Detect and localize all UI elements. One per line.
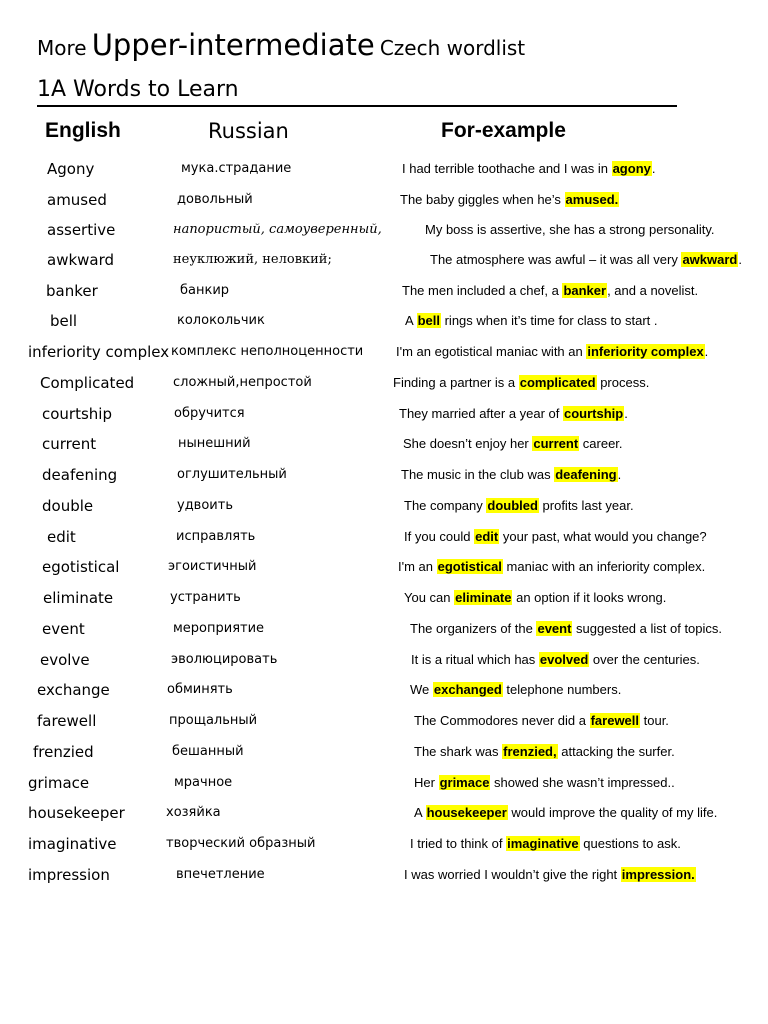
highlighted-word: inferiority complex	[587, 344, 704, 359]
english-word: evolve	[40, 651, 90, 669]
russian-translation: нынешний	[178, 436, 251, 451]
example-sentence	[430, 252, 742, 267]
russian-translation: мука.страдание	[181, 161, 292, 176]
table-row	[0, 743, 768, 773]
english-word: impression	[28, 866, 110, 884]
english-word: edit	[47, 528, 76, 546]
example-sentence	[410, 836, 681, 851]
example-text-after: showed she wasn’t impressed..	[490, 775, 675, 790]
highlighted-word: complicated	[519, 375, 596, 390]
example-text-before: Finding a partner is a	[393, 375, 519, 390]
example-sentence	[396, 344, 708, 359]
title-rest: Czech wordlist	[379, 36, 526, 60]
highlighted-word: grimace	[439, 775, 490, 790]
example-text-after: telephone numbers.	[502, 682, 622, 697]
highlighted-word: courtship	[564, 406, 624, 421]
english-word: amused	[47, 191, 107, 209]
highlighted-word: housekeeper	[426, 805, 507, 820]
example-text-after: over the centuries.	[589, 652, 700, 667]
english-word: Agony	[47, 160, 95, 178]
english-word: double	[42, 497, 94, 515]
example-text-before: The shark was	[414, 744, 503, 759]
highlighted-word: farewell	[590, 713, 640, 728]
example-sentence	[414, 775, 675, 790]
column-header-russian: Russian	[208, 119, 289, 143]
example-text-after: .	[651, 161, 656, 176]
example-sentence	[425, 222, 715, 237]
example-text-after: .	[738, 252, 742, 267]
table-row	[0, 221, 768, 251]
example-sentence	[393, 375, 649, 390]
english-word: banker	[46, 282, 98, 300]
example-text-after: career.	[579, 436, 623, 451]
russian-translation: оглушительный	[177, 467, 287, 482]
table-row	[0, 466, 768, 496]
english-word: grimace	[28, 774, 90, 792]
table-row	[0, 160, 768, 190]
example-sentence	[414, 744, 675, 759]
highlighted-word: impression.	[621, 867, 695, 882]
english-word: eliminate	[43, 589, 114, 607]
table-row	[0, 497, 768, 527]
section-subtitle: 1A Words to Learn	[37, 77, 239, 102]
example-text-before: I had terrible toothache and I was in	[402, 161, 612, 176]
table-row	[0, 774, 768, 804]
highlighted-word: eliminate	[455, 590, 512, 605]
example-text-before: They married after a year of	[399, 406, 564, 421]
example-text-after: process.	[596, 375, 650, 390]
table-row	[0, 866, 768, 896]
example-text-before: The Commodores never did a	[414, 713, 590, 728]
english-word: awkward	[47, 251, 115, 269]
example-sentence	[404, 867, 696, 882]
example-sentence	[398, 559, 705, 574]
highlighted-word: doubled	[487, 498, 538, 513]
example-text-before: The organizers of the	[410, 621, 537, 636]
table-row	[0, 405, 768, 435]
table-row	[0, 191, 768, 221]
russian-translation: комплекс неполноценности	[171, 344, 364, 359]
english-word: bell	[50, 312, 78, 330]
table-row	[0, 712, 768, 742]
table-row	[0, 804, 768, 834]
english-word: frenzied	[33, 743, 94, 761]
russian-translation: прощальный	[169, 713, 258, 728]
example-text-before: The baby giggles when he’s	[400, 192, 565, 207]
example-text-after: profits last year.	[538, 498, 634, 513]
highlighted-word: imaginative	[507, 836, 579, 851]
highlighted-word: bell	[417, 313, 440, 328]
example-sentence	[399, 406, 628, 421]
table-row	[0, 251, 768, 281]
example-sentence	[405, 313, 657, 328]
example-text-after: rings when it’s time for class to start .	[440, 313, 658, 328]
russian-translation: удвоить	[177, 498, 233, 513]
example-text-after: attacking the surfer.	[557, 744, 675, 759]
example-sentence	[402, 283, 698, 298]
table-row	[0, 282, 768, 312]
english-word: current	[42, 435, 97, 453]
example-text-before: The men included a chef, a	[402, 283, 563, 298]
english-word: deafening	[42, 466, 118, 484]
example-text-after: your past, what would you change?	[499, 529, 707, 544]
example-sentence	[404, 590, 666, 605]
example-text-before: If you could	[404, 529, 475, 544]
example-sentence	[400, 192, 619, 207]
example-sentence	[403, 436, 623, 451]
table-row	[0, 558, 768, 588]
russian-translation: впечетление	[176, 867, 265, 882]
table-row	[0, 589, 768, 619]
english-word: housekeeper	[28, 804, 125, 822]
highlighted-word: egotistical	[437, 559, 502, 574]
highlighted-word: deafening	[555, 467, 617, 482]
highlighted-word: amused.	[565, 192, 619, 207]
english-word: inferiority complex	[28, 343, 170, 361]
example-text-after: maniac with an inferiority complex.	[502, 559, 706, 574]
highlighted-word: edit	[475, 529, 499, 544]
russian-translation: колокольчик	[177, 313, 265, 328]
example-sentence	[414, 713, 669, 728]
highlighted-word: event	[537, 621, 572, 636]
russian-translation: эволюцировать	[171, 652, 278, 667]
example-text-before: She doesn’t enjoy her	[403, 436, 533, 451]
example-sentence	[402, 161, 656, 176]
example-text-after: suggested a list of topics.	[572, 621, 723, 636]
example-text-before: The music in the club was	[401, 467, 555, 482]
highlighted-word: awkward	[682, 252, 738, 267]
example-sentence	[414, 805, 717, 820]
example-text-before: A	[405, 313, 417, 328]
table-row	[0, 374, 768, 404]
russian-translation: мрачное	[174, 775, 233, 790]
russian-translation: эгоистичный	[168, 559, 257, 574]
russian-translation: довольный	[177, 192, 253, 207]
highlighted-word: current	[533, 436, 579, 451]
example-text-after: .	[704, 344, 709, 359]
table-row	[0, 435, 768, 465]
highlighted-word: banker	[563, 283, 607, 298]
russian-translation: мероприятие	[173, 621, 265, 636]
english-word: egotistical	[42, 558, 120, 576]
english-word: event	[42, 620, 85, 638]
russian-translation: хозяйка	[166, 805, 221, 820]
table-row	[0, 681, 768, 711]
highlighted-word: agony	[612, 161, 651, 176]
highlighted-word: frenzied,	[503, 744, 557, 759]
example-sentence	[404, 529, 707, 544]
russian-translation: напористый, самоуверенный,	[173, 222, 382, 237]
example-text-before: My boss is assertive, she has a strong personality.	[425, 222, 715, 237]
russian-translation: неуклюжий, неловкий;	[173, 252, 332, 267]
example-text-before: I tried to think of	[410, 836, 507, 851]
example-sentence	[411, 652, 700, 667]
title-more: More	[37, 36, 87, 60]
example-text-after: an option if it looks wrong.	[512, 590, 667, 605]
example-sentence	[404, 498, 634, 513]
russian-translation: исправлять	[176, 529, 256, 544]
table-row	[0, 528, 768, 558]
table-row	[0, 651, 768, 681]
column-header-example: For-example	[441, 119, 566, 142]
example-text-after: , and a novelist.	[607, 283, 699, 298]
table-row	[0, 343, 768, 373]
russian-translation: обручится	[174, 406, 245, 421]
example-text-after: questions to ask.	[579, 836, 681, 851]
highlighted-word: evolved	[539, 652, 589, 667]
example-text-after: .	[624, 406, 628, 421]
russian-translation: банкир	[180, 283, 230, 298]
example-sentence	[410, 621, 722, 636]
table-row	[0, 312, 768, 342]
english-word: courtship	[42, 405, 112, 423]
example-text-before: The company	[404, 498, 487, 513]
page-title	[37, 28, 525, 62]
example-text-before: I was worried I wouldn’t give the right	[404, 867, 621, 882]
example-text-before: Her	[414, 775, 439, 790]
russian-translation: творческий образный	[166, 836, 316, 851]
example-text-before: I'm an	[398, 559, 437, 574]
table-row	[0, 835, 768, 865]
example-text-before: A	[414, 805, 426, 820]
example-text-after: .	[617, 467, 622, 482]
title-level: Upper-intermediate	[91, 28, 375, 62]
russian-translation: устранить	[170, 590, 241, 605]
example-text-after: would improve the quality of my life.	[507, 805, 718, 820]
english-word: imaginative	[28, 835, 117, 853]
example-text-before: The atmosphere was awful – it was all very	[430, 252, 682, 267]
table-row	[0, 620, 768, 650]
example-text-before: It is a ritual which has	[411, 652, 539, 667]
russian-translation: обминять	[167, 682, 233, 697]
english-word: assertive	[47, 221, 116, 239]
english-word: exchange	[37, 681, 110, 699]
english-word: Complicated	[40, 374, 135, 392]
russian-translation: сложный,непростой	[173, 375, 312, 390]
divider	[37, 105, 677, 107]
example-sentence	[401, 467, 621, 482]
english-word: farewell	[37, 712, 97, 730]
example-sentence	[410, 682, 621, 697]
column-header-english: English	[45, 119, 121, 142]
example-text-before: I'm an egotistical maniac with an	[396, 344, 587, 359]
example-text-after: tour.	[640, 713, 669, 728]
example-text-before: We	[410, 682, 433, 697]
russian-translation: бешанный	[172, 744, 244, 759]
highlighted-word: exchanged	[433, 682, 502, 697]
example-text-before: You can	[404, 590, 455, 605]
